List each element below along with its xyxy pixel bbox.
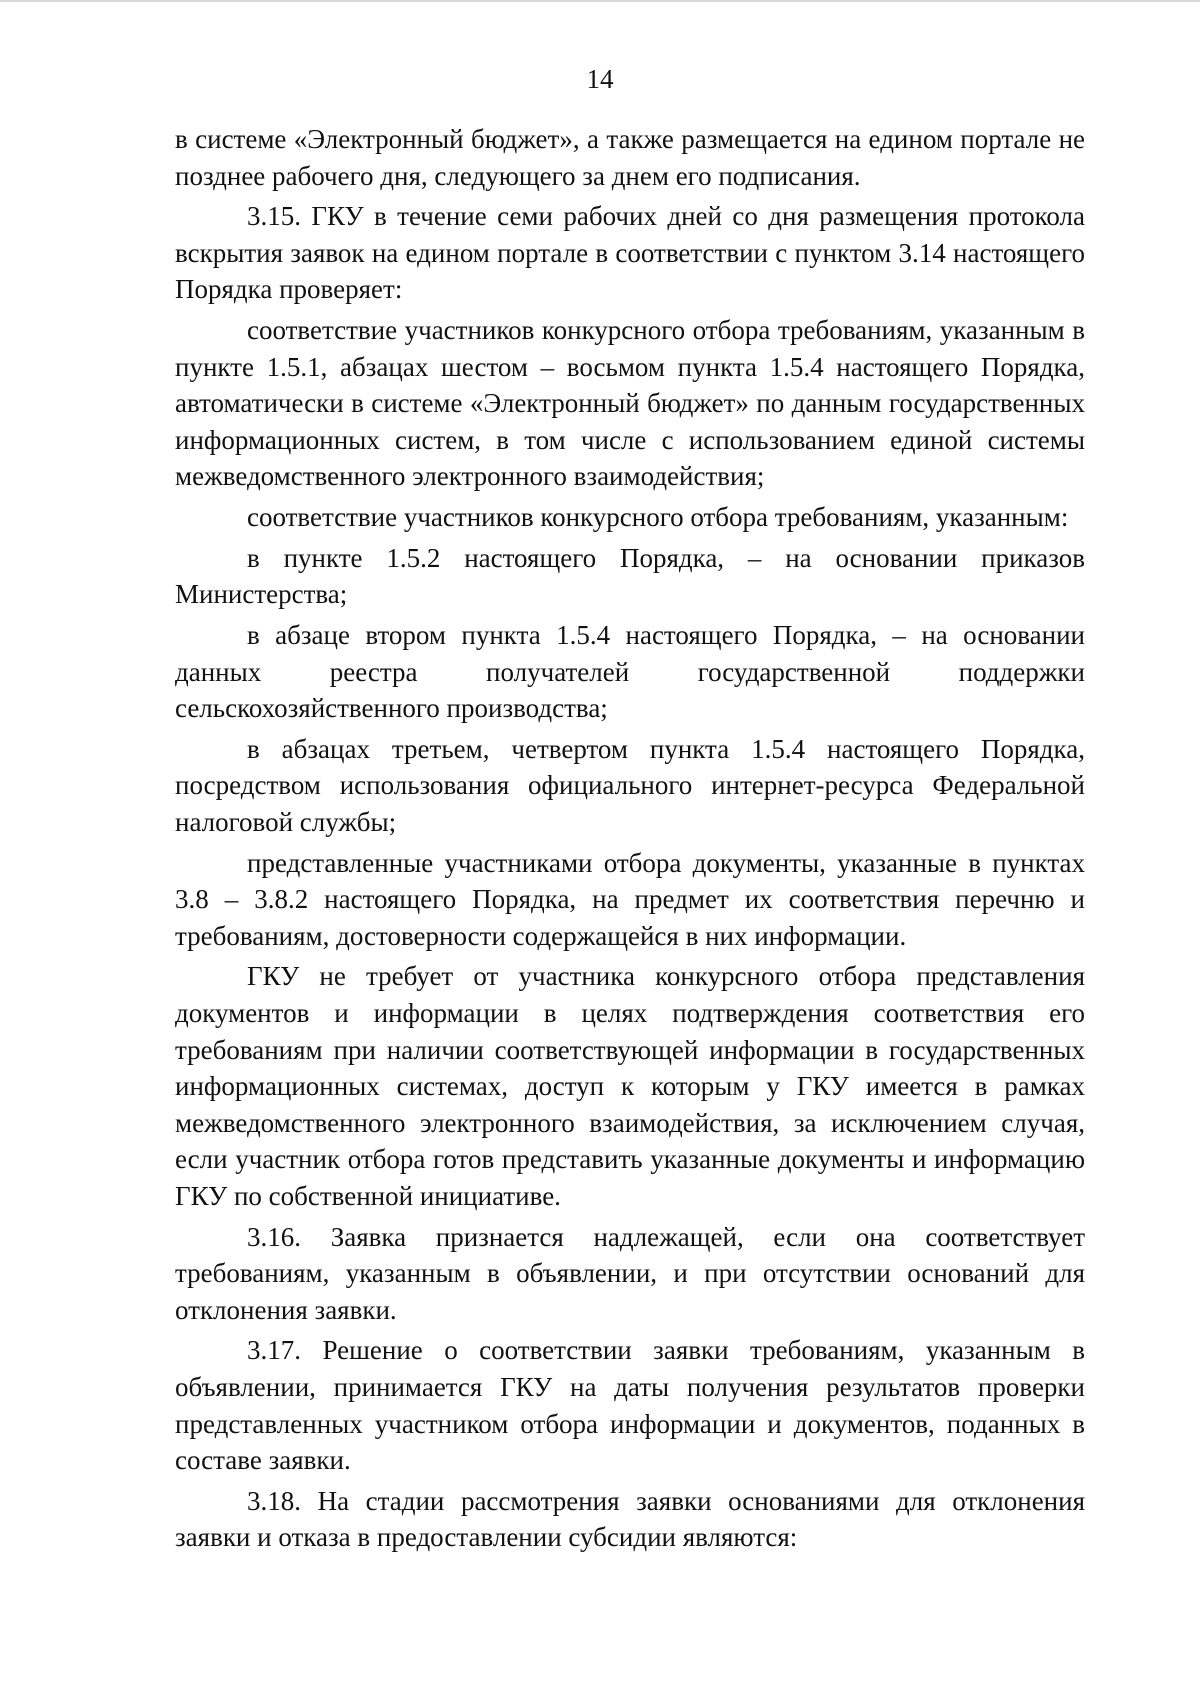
scan-edge — [0, 0, 1200, 2]
paragraph-gku-note: ГКУ не требует от участника конкурсного отбора представления документов и информации в целях подтверждения соответствия его требованиям при наличии соответствующей информации в государственных информационных системах, доступ к которым у ГКУ имеется в рамках межведомственного электронного взаимодействия, за исключением случая, если участник отбора готов представить указанные документы и информацию ГКУ по собственной инициативе. — [175, 961, 1085, 1211]
paragraph-3-16: 3.16. Заявка признается надлежащей, если она соответствует требованиям, указанным в объявлении, и при отсутствии оснований для отклонения заявки. — [175, 1221, 1085, 1325]
paragraph-list-item: представленные участниками отбора документы, указанные в пунктах 3.8 – 3.8.2 настоящего Порядка, на предмет их соответствия перечню и требованиям, достоверности содержащейся в них информации. — [175, 847, 1085, 951]
document-body — [175, 121, 1085, 1560]
paragraph-list-item: в абзацах третьем, четвертом пункта 1.5.4 настоящего Порядка, посредством использования официального интернет-ресурса Федеральной налоговой службы; — [175, 733, 1085, 837]
paragraph-list-item: в пункте 1.5.2 настоящего Порядка, – на основании приказов Министерства; — [175, 542, 1085, 610]
page-number: 14 — [586, 64, 614, 94]
paragraph-3-18: 3.18. На стадии рассмотрения заявки основаниями для отклонения заявки и отказа в предоставлении субсидии являются: — [175, 1485, 1085, 1553]
paragraph-list-item: соответствие участников конкурсного отбора требованиям, указанным в пункте 1.5.1, абзацах шестом – восьмом пункта 1.5.4 настоящего Порядка, автоматически в системе «Электронный бюджет» по данным государственных информационных систем, в том числе с использованием единой системы межведомственного электронного взаимодействия; — [175, 315, 1085, 492]
paragraph-3-17: 3.17. Решение о соответствии заявки требованиям, указанным в объявлении, принимается ГКУ на даты получения результатов проверки представленных участником отбора информации и документов, поданных в составе заявки. — [175, 1335, 1085, 1476]
paragraph-list-item: в абзаце втором пункта 1.5.4 настоящего Порядка, – на основании данных реестра получателей государственной поддержки сельскохозяйственного производства; — [175, 619, 1085, 724]
paragraph-3-15: 3.15. ГКУ в течение семи рабочих дней со дня размещения протокола вскрытия заявок на едином портале в соответствии с пунктом 3.14 настоящего Порядка проверяет: — [175, 201, 1085, 305]
paragraph-list-item: соответствие участников конкурсного отбора требованиям, указанным: — [247, 502, 1069, 533]
paragraph-continuation: в системе «Электронный бюджет», а также размещается на едином портале не позднее рабочего дня, следующего за днем его подписания. — [175, 124, 1085, 191]
